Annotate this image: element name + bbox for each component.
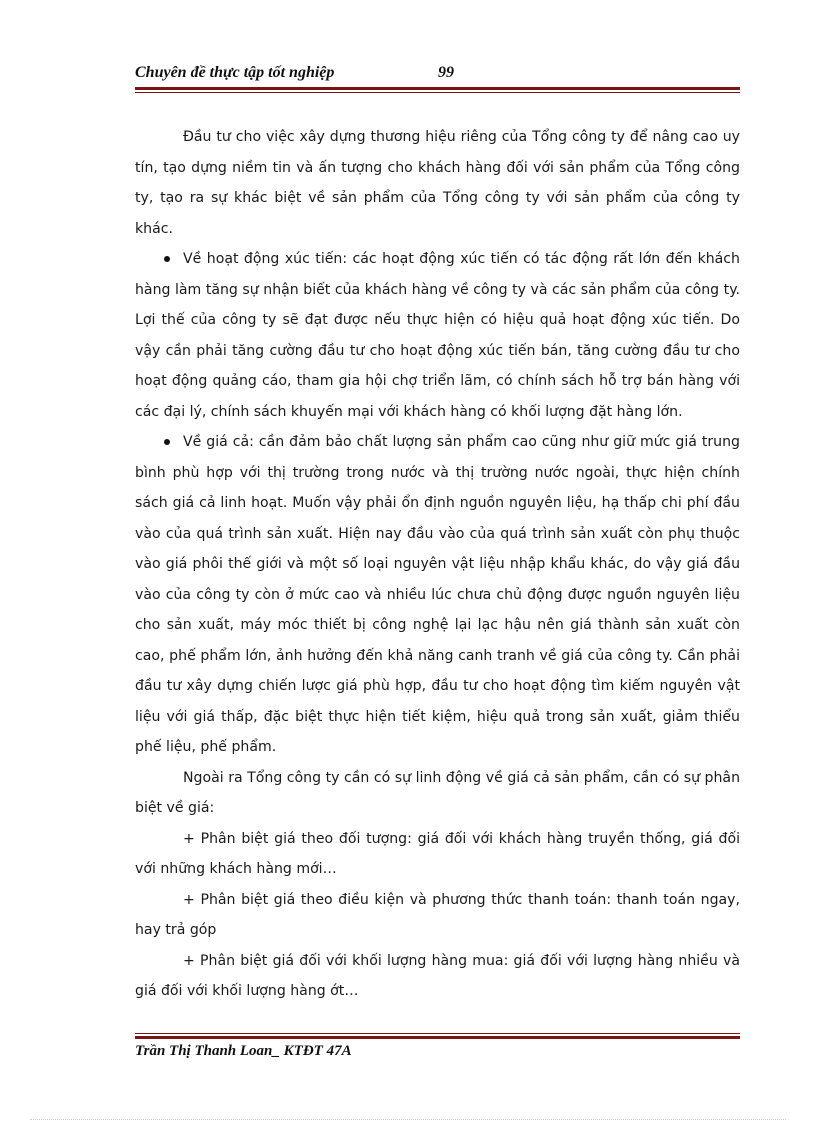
bullet-icon [164,439,170,445]
header-rule [135,87,740,93]
page-footer: Trần Thị Thanh Loan_ KTĐT 47A [135,1043,352,1059]
page-header [135,64,740,86]
bullet-paragraph [135,244,740,427]
paragraph: + Phân biệt giá theo đối tượng: giá đối với khách hàng truyền thống, giá đối với những khách hàng mới… [135,830,740,877]
paragraph: Ngoài ra Tổng công ty cần có sự linh động về giá cả sản phẩm, cần có sự phân biệt về giá: [135,769,740,816]
document-body [135,122,740,1007]
page-boundary-line [30,1119,786,1120]
paragraph: + Phân biệt giá đối với khối lượng hàng mua: giá đối với lượng hàng nhiều và giá đối với khối lượng hàng ớt… [135,952,740,999]
bullet-text: Về hoạt động xúc tiến: các hoạt động xúc tiến có tác động rất lớn đến khách hàng làm tăng sự nhận biết của khách hàng về công ty và các sản phẩm của công ty. Lợi thế của công ty sẽ đạt được nếu thực hiện có hiệu quả hoạt động xúc tiến. Do vậy cần phải tăng cường đầu tư cho hoạt động xúc tiến bán, tăng cường đầu tư cho hoạt động quảng cáo, tham gia hội chợ triển lãm, có chính sách hỗ trợ bán hàng với các đại lý, chính sách khuyến mại với khách hàng có khối lượng đặt hàng lớn. [135,251,740,420]
bullet-text: Về giá cả: cần đảm bảo chất lượng sản phẩm cao cũng như giữ mức giá trung bình phù hợp với thị trường trong nước và thị trường nước ngoài, thực hiện chính sách giá cả linh hoạt. Muốn vậy phải ổn định nguồn nguyên liệu, hạ thấp chi phí đầu vào của quá trình sản xuất. Hiện nay đầu vào của quá trình sản xuất còn phụ thuộc vào giá phôi thế giới và một số loại nguyên vật liệu nhập khẩu khác, do vậy giá đầu vào của công ty còn ở mức cao và nhiều lúc chưa chủ động được nguồn nguyên liệu cho sản xuất, máy móc thiết bị công nghệ lại lạc hậu nên giá thành sản xuất còn cao, phế phẩm lớn, ảnh hưởng đến khả năng canh tranh về giá của công ty. Cần phải đầu tư xây dựng chiến lược giá phù hợp, đầu tư cho hoạt động tìm kiếm nguyên vật liệu với giá thấp, đặc biệt thực hiện tiết kiệm, hiệu quả trong sản xuất, giảm thiểu phế liệu, phế phẩm. [135,434,740,755]
bullet-icon [164,256,170,262]
paragraph: Đầu tư cho việc xây dựng thương hiệu riêng của Tổng công ty để nâng cao uy tín, tạo dựng niềm tin và ấn tượng cho khách hàng đối với sản phẩm của Tổng công ty, tạo ra sự khác biệt về sản phẩm của Tổng công ty với sản phẩm của công ty khác. [135,129,740,237]
footer-rule [135,1033,740,1039]
paragraph: + Phân biệt giá theo điều kiện và phương thức thanh toán: thanh toán ngay, hay trả góp [135,891,740,938]
document-title: Chuyên đề thực tập tốt nghiệp [135,64,335,81]
bullet-paragraph [135,427,740,763]
page-number: 99 [438,64,454,81]
